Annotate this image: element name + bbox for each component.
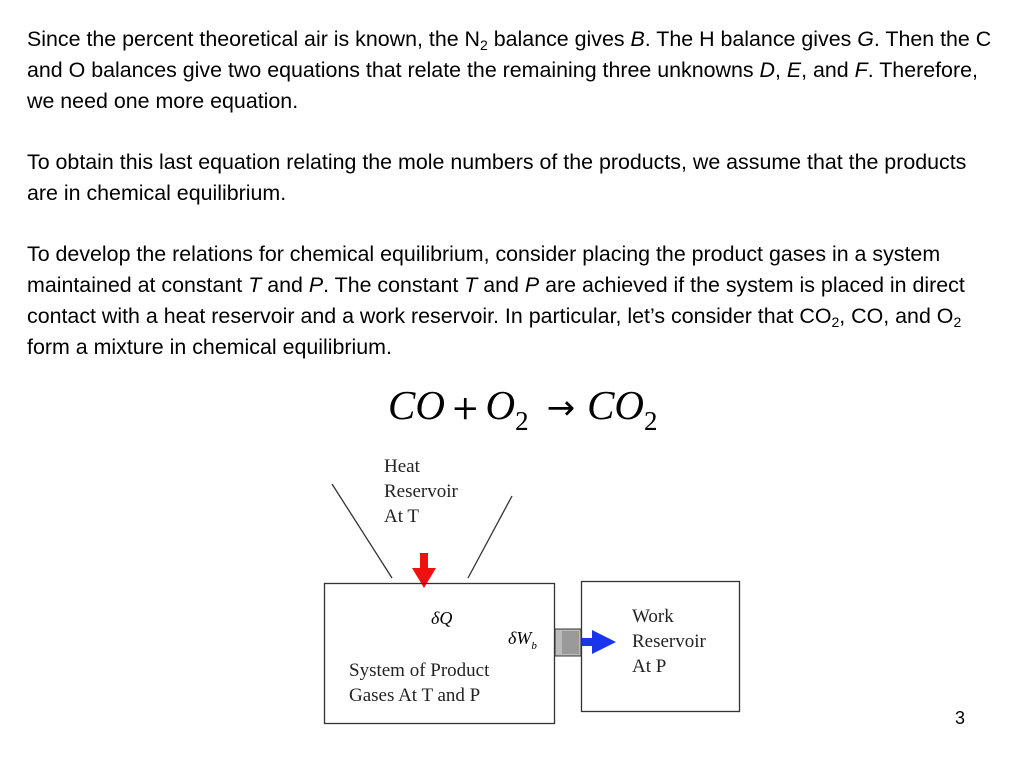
reaction-equation bbox=[388, 378, 658, 436]
variable-p: P bbox=[308, 273, 324, 297]
paragraph-balance-equations: Since the percent theoretical air is known, the $N_2$ balance gives B. The H balance gives G. Then the C and O balances give two equations that relate the remaining three unknowns D, E, and F. Therefore, we need one more equation. bbox=[27, 27, 992, 113]
variable-d: D bbox=[759, 58, 775, 82]
heat-transfer-arrow-icon bbox=[412, 553, 436, 588]
variable-t: T bbox=[464, 273, 478, 297]
reaction-arrow-icon: → bbox=[546, 388, 576, 428]
subscript: 2 bbox=[953, 314, 962, 330]
variable-f: F bbox=[854, 58, 868, 82]
equilibrium-system-diagram bbox=[320, 450, 750, 732]
system-label: System of Product Gases At T and P bbox=[349, 660, 490, 706]
boundary-work-label: $\delta W_b$ bbox=[508, 628, 537, 652]
variable-t: T bbox=[248, 273, 262, 297]
variable-p: P bbox=[524, 273, 540, 297]
equation-reactant-co: CO bbox=[388, 382, 445, 428]
subscript: 2 bbox=[831, 314, 840, 330]
plus-sign: + bbox=[450, 388, 480, 428]
equation-subscript: 2 bbox=[515, 406, 529, 436]
heat-reservoir-right-line bbox=[468, 496, 512, 578]
subscript: 2 bbox=[480, 37, 488, 53]
page-number: 3 bbox=[954, 708, 965, 728]
heat-reservoir-label: Heat Reservoir At T bbox=[384, 456, 458, 527]
equation-reactant-o2: O bbox=[485, 382, 516, 428]
variable-b: B bbox=[630, 27, 645, 51]
heat-reservoir-left-line bbox=[332, 484, 392, 578]
work-reservoir-label: Work Reservoir At P bbox=[632, 606, 706, 677]
variable-g: G bbox=[857, 27, 874, 51]
variable-e: E bbox=[786, 58, 802, 82]
equation-subscript: 2 bbox=[644, 406, 658, 436]
paragraph-system-description: To develop the relations for chemical equilibrium, consider placing the product gases in a system maintained at constant T and P. The constant T and P are achieved if the system is placed in direct contact with a heat reservoir and a work reservoir. In particular, let’s consider that $CO_2$, CO, and $O_2$ form a mixture in chemical equilibrium. bbox=[27, 242, 965, 359]
piston-icon bbox=[555, 629, 581, 656]
work-transfer-arrow-icon bbox=[582, 630, 616, 654]
heat-transfer-label: δQ bbox=[431, 608, 453, 628]
equation-product-co2: CO bbox=[587, 382, 645, 428]
paragraph-equilibrium-assumption: To obtain this last equation relating the mole numbers of the products, we assume that the products are in chemical equilibrium. bbox=[27, 150, 967, 205]
